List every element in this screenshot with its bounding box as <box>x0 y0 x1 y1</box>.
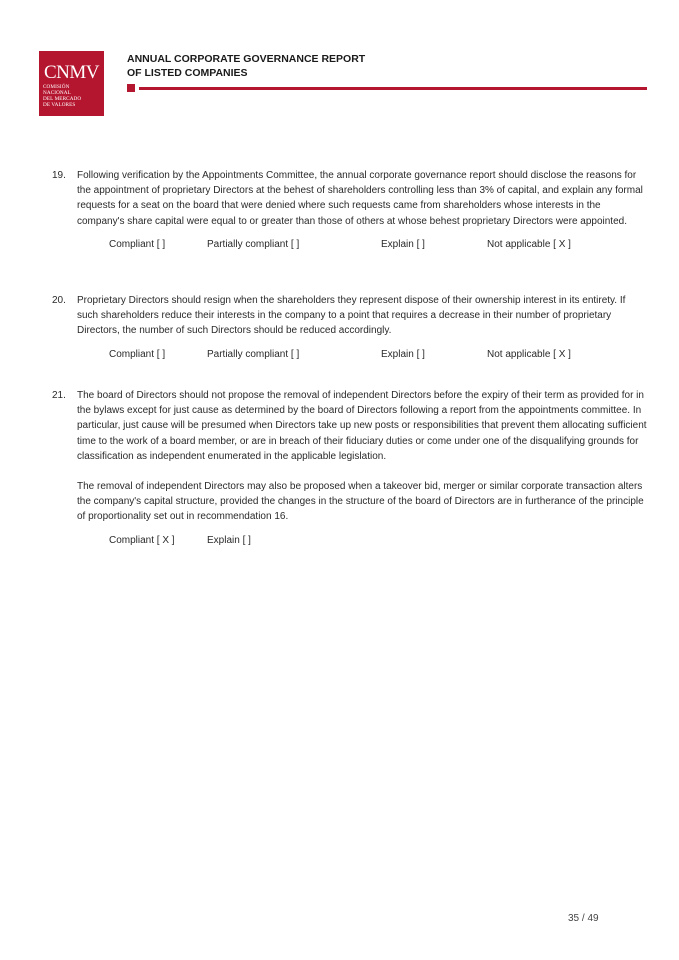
header-title <box>127 53 365 80</box>
cnmv-logo <box>39 51 104 116</box>
option-explain: Explain [ ] <box>381 348 425 360</box>
header-rule-square <box>127 84 135 92</box>
recommendation-21 <box>52 388 647 548</box>
recommendation-text: The board of Directors should not propose the removal of independent Directors before the expiry of their term as provided for in the bylaws except for just cause as determined by the board of Directors following a report from the appointments committee. In particular, just cause will be presumed when Directors take up new posts or responsibilities that prevent them allocating sufficient time to the work of a board member, or are in breach of their fiduciary duties or come under one of the disqualifying grounds for classification as independent enumerated in the applicable legislation. <box>77 390 647 462</box>
option-explain: Explain [ ] <box>207 534 251 546</box>
compliance-options <box>77 347 647 362</box>
option-compliant: Compliant [ X ] <box>109 534 175 546</box>
recommendation-19 <box>52 168 647 252</box>
logo-sub-text: COMISIÓN NACIONAL DEL MERCADO DE VALORES <box>43 84 82 108</box>
recommendation-text-2: The removal of independent Directors may also be proposed when a takeover bid, merger or similar corporate transaction alters the company's capital structure, provided the changes in the structure of the board of Directors are in furtherance of the principle of proportionality set out in recommendation 16. <box>77 481 644 523</box>
option-not-applicable: Not applicable [ X ] <box>487 348 571 360</box>
recommendation-text: Following verification by the Appointments Committee, the annual corporate governance report should disclose the reasons for the appointment of proprietary Directors at the behest of shareholders controlling less than 3% of capital, and explain any formal requests for a seat on the board that were denied where such requests came from shareholders whose interests in the company's share capital were equal to or greater than those of others at whose behest proprietary Directors were appointed. <box>77 170 643 227</box>
header-title-line2: OF LISTED COMPANIES <box>127 66 248 79</box>
option-compliant: Compliant [ ] <box>109 348 166 360</box>
option-compliant: Compliant [ ] <box>109 238 166 250</box>
compliance-options <box>77 237 647 252</box>
page-number: 35 / 49 <box>568 913 599 924</box>
option-explain: Explain [ ] <box>381 238 425 250</box>
compliance-options <box>77 533 647 548</box>
recommendation-number: 21. <box>52 390 66 401</box>
option-partially-compliant: Partially compliant [ ] <box>207 348 300 360</box>
recommendation-text: Proprietary Directors should resign when the shareholders they represent dispose of their ownership interest in its entirety. If such shareholders reduce their interests in the company to a point that requires a decrease in their number of proprietary Directors, the number of such Directors should be reduced accordingly. <box>77 295 626 337</box>
header-rule-line <box>139 87 647 90</box>
recommendation-number: 20. <box>52 295 66 306</box>
header-rule <box>127 84 647 92</box>
recommendation-20 <box>52 293 647 362</box>
option-not-applicable: Not applicable [ X ] <box>487 238 571 250</box>
logo-main-text: CNMV <box>43 62 99 83</box>
recommendation-number: 19. <box>52 170 66 181</box>
option-partially-compliant: Partially compliant [ ] <box>207 238 300 250</box>
header-title-line1: ANNUAL CORPORATE GOVERNANCE REPORT <box>127 53 366 65</box>
